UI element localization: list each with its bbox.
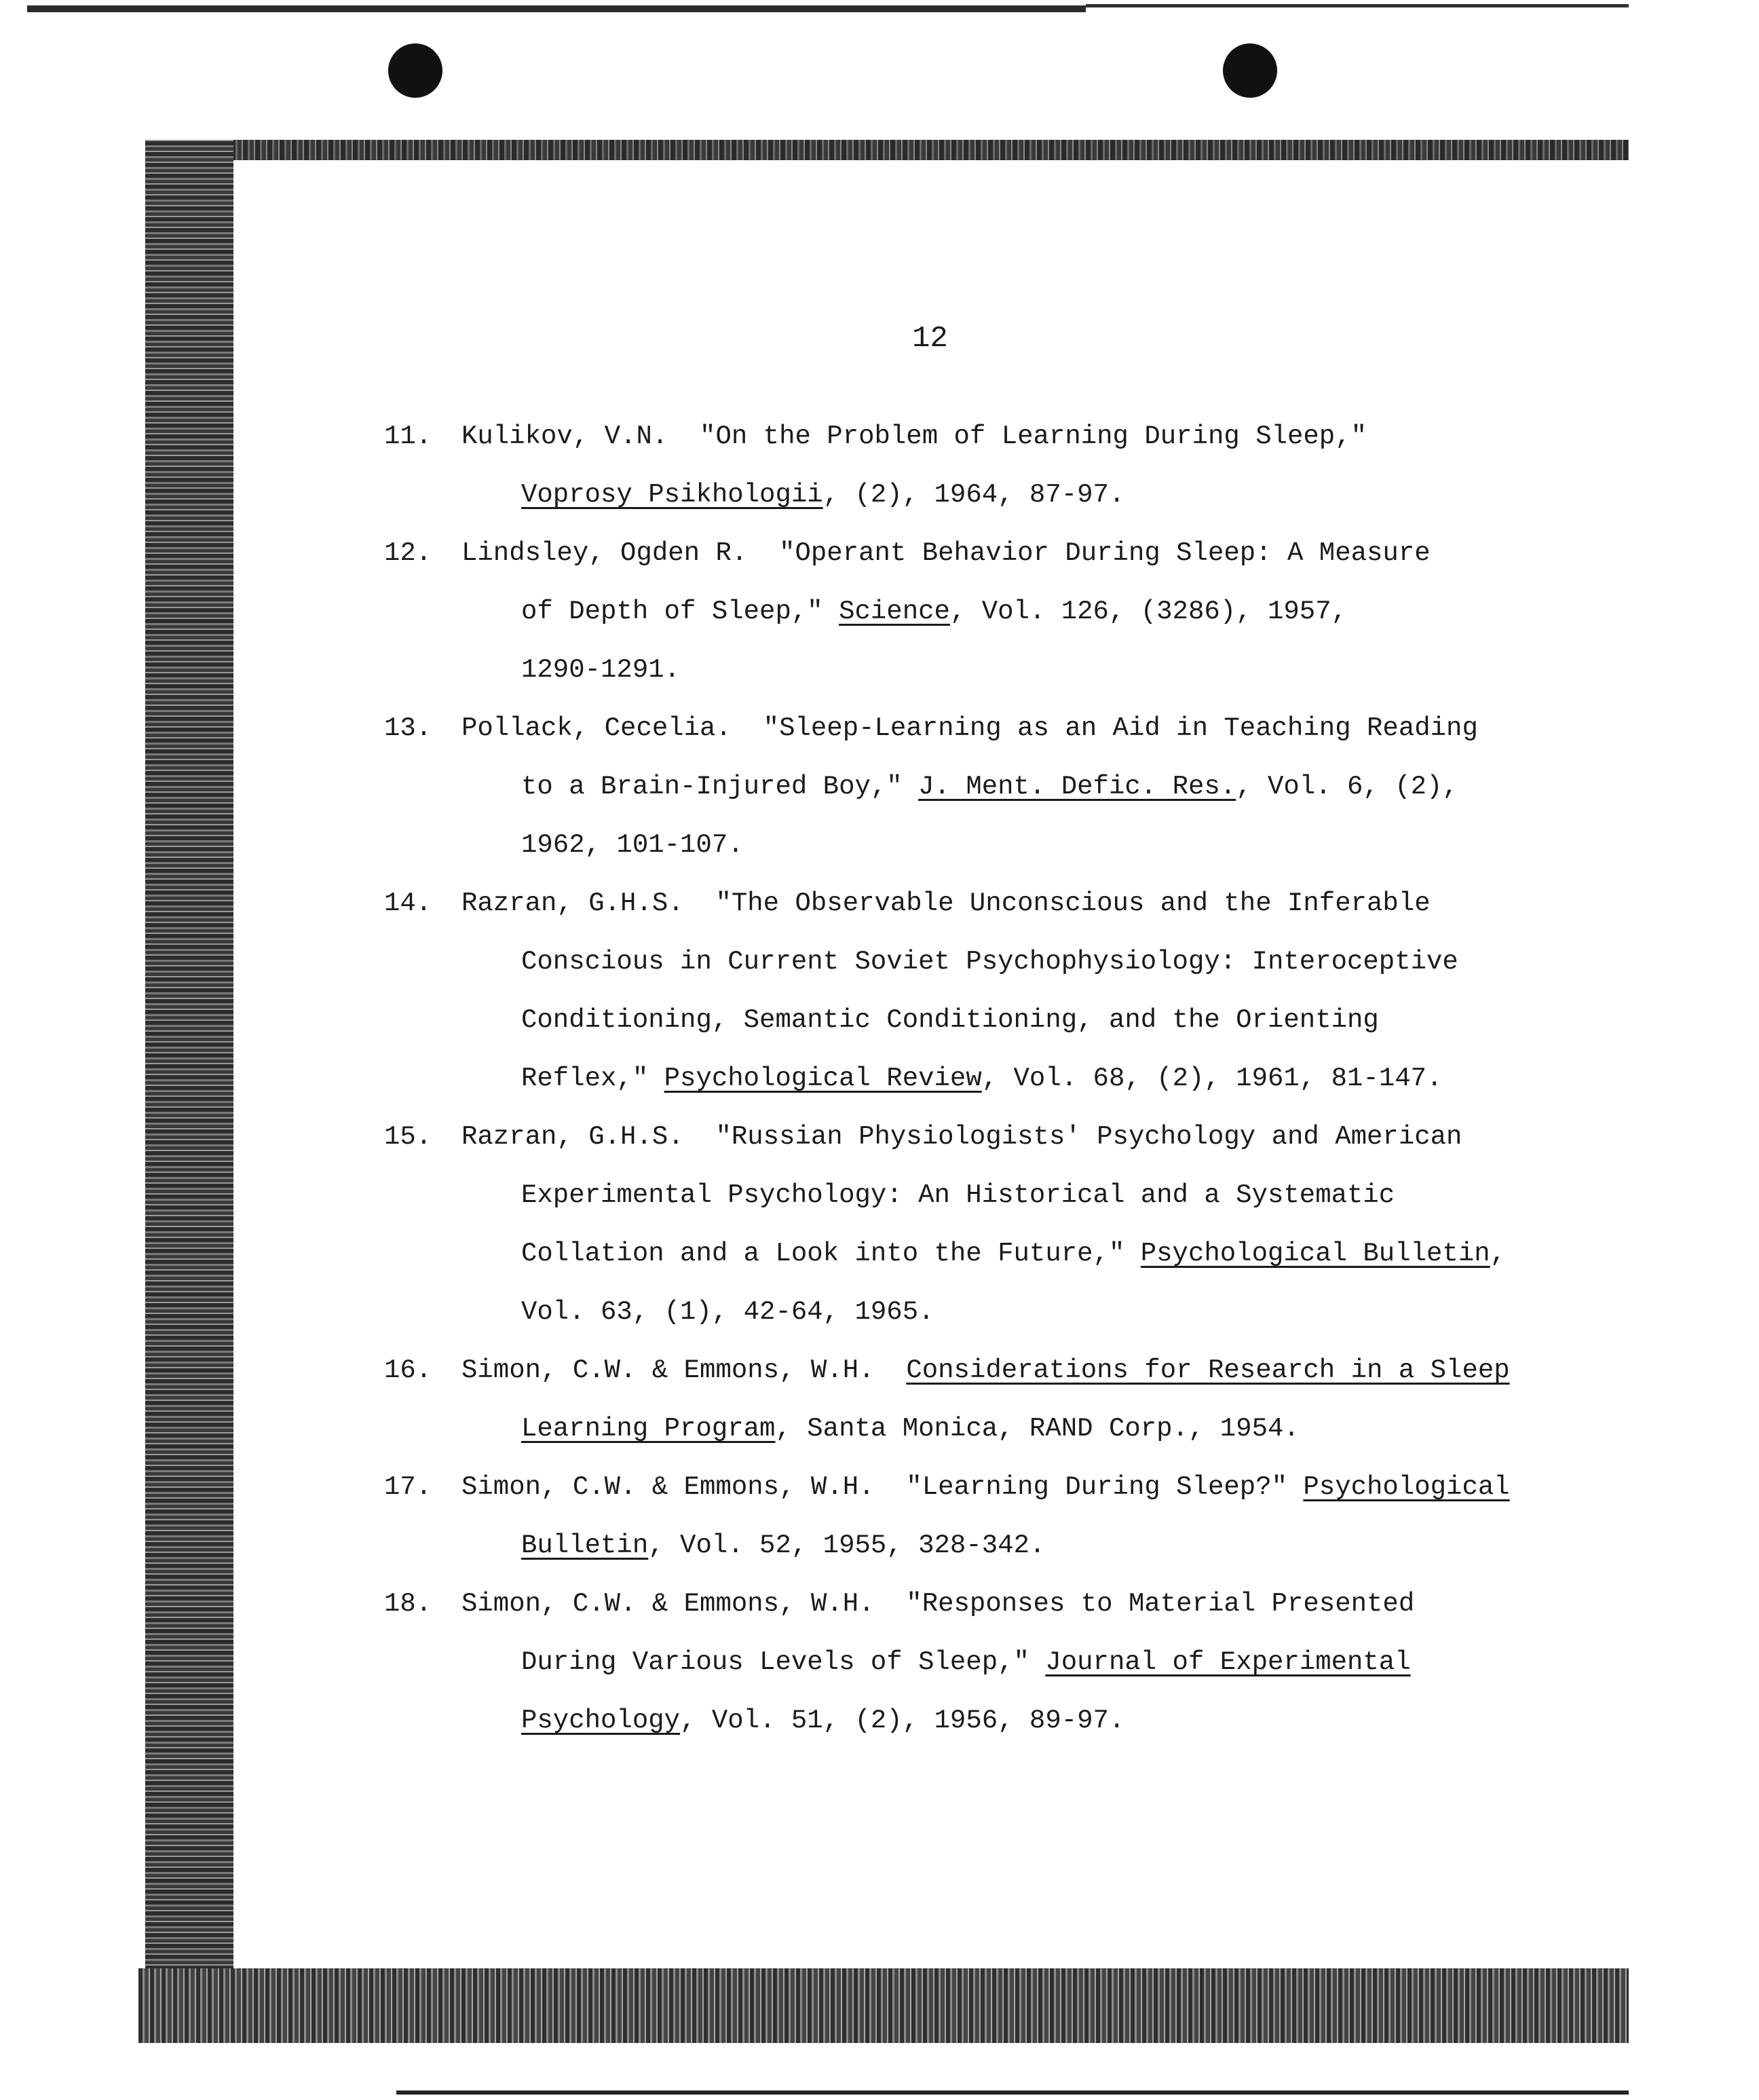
underlined-title: Psychological xyxy=(1303,1472,1510,1502)
reference-text: Lindsley, Ogden R. "Operant Behavior During Sleep: A Measure xyxy=(461,538,1431,568)
reference-line xyxy=(384,1516,1497,1575)
reference-number: 18. xyxy=(384,1589,432,1619)
reference-entry xyxy=(384,699,1497,874)
underlined-title: Bulletin xyxy=(521,1531,649,1560)
reference-number: 17. xyxy=(384,1472,432,1502)
reference-line xyxy=(384,991,1497,1049)
reference-line xyxy=(384,1633,1497,1691)
reference-text: of Depth of Sleep," xyxy=(521,597,839,626)
reference-text: Razran, G.H.S. "Russian Physiologists' Psychology and American xyxy=(461,1122,1462,1152)
reference-number: 14. xyxy=(384,888,432,918)
reference-text: Reflex," xyxy=(521,1064,664,1093)
reference-line xyxy=(384,582,1497,641)
reference-entry xyxy=(384,407,1497,524)
scan-frame-left xyxy=(145,140,233,2040)
reference-line xyxy=(384,1575,1497,1633)
underlined-title: Psychological Bulletin xyxy=(1140,1239,1490,1269)
punch-hole-left xyxy=(388,43,442,98)
reference-text: Experimental Psychology: An Historical and a Systematic xyxy=(521,1180,1395,1210)
scan-edge-top xyxy=(27,5,1086,12)
reference-text: , Vol. 68, (2), 1961, 81-147. xyxy=(981,1064,1443,1093)
reference-text: , Vol. 52, 1955, 328-342. xyxy=(648,1531,1046,1560)
reference-number: 15. xyxy=(384,1122,432,1152)
reference-line xyxy=(384,1458,1510,1516)
reference-text: During Various Levels of Sleep," xyxy=(521,1647,1046,1677)
reference-text: 1962, 101-107. xyxy=(521,830,744,860)
reference-text: Simon, C.W. & Emmons, W.H. "Learning During Sleep?" xyxy=(461,1472,1304,1502)
underlined-title: Science xyxy=(839,597,950,626)
reference-entry xyxy=(384,874,1497,1108)
reference-line xyxy=(384,1283,1497,1341)
scan-frame-top xyxy=(145,140,1629,160)
reference-line xyxy=(384,524,1497,582)
underlined-title: Psychology xyxy=(521,1706,681,1736)
underlined-title: Voprosy Psikhologii xyxy=(521,480,823,510)
reference-entry xyxy=(384,1575,1497,1750)
reference-text: , (2), 1964, 87-97. xyxy=(822,480,1125,510)
scan-edge-bottom xyxy=(396,2090,1629,2095)
underlined-title: J. Ment. Defic. Res. xyxy=(918,772,1236,802)
scan-edge-top-right xyxy=(1086,4,1629,7)
reference-entry xyxy=(384,1341,1510,1458)
underlined-title: Learning Program xyxy=(521,1414,776,1444)
reference-line xyxy=(384,1049,1497,1108)
underlined-title: Considerations for Research in a Sleep xyxy=(906,1355,1510,1385)
reference-text: , Vol. 6, (2), xyxy=(1236,772,1458,802)
reference-text: , Santa Monica, RAND Corp., 1954. xyxy=(775,1414,1300,1444)
reference-line xyxy=(384,757,1497,816)
reference-line xyxy=(384,1108,1497,1166)
underlined-title: Journal of Experimental xyxy=(1045,1647,1411,1677)
reference-list xyxy=(384,407,1510,1750)
reference-entry xyxy=(384,1108,1507,1341)
reference-line xyxy=(384,816,1497,874)
reference-line xyxy=(384,1691,1497,1750)
reference-text: , xyxy=(1490,1239,1507,1269)
reference-line xyxy=(384,933,1497,991)
reference-line xyxy=(384,1224,1507,1283)
reference-entry xyxy=(384,1458,1510,1575)
underlined-title: Psychological Review xyxy=(664,1064,982,1093)
reference-number: 11. xyxy=(384,421,432,451)
reference-line xyxy=(384,699,1497,757)
scan-frame-bottom xyxy=(138,1968,1629,2043)
reference-line xyxy=(384,1341,1510,1400)
reference-text: , Vol. 126, (3286), 1957, xyxy=(949,597,1348,626)
page-number: 12 xyxy=(912,322,948,356)
reference-text: Razran, G.H.S. "The Observable Unconscious and the Inferable xyxy=(461,888,1431,918)
reference-line xyxy=(384,641,1497,699)
reference-line xyxy=(384,1166,1497,1224)
reference-text: to a Brain-Injured Boy," xyxy=(521,772,919,802)
reference-number: 13. xyxy=(384,713,432,743)
reference-text: Conscious in Current Soviet Psychophysiology: Interoceptive xyxy=(521,947,1458,977)
reference-text: 1290-1291. xyxy=(521,655,681,685)
reference-text: Vol. 63, (1), 42-64, 1965. xyxy=(521,1297,934,1327)
punch-hole-right xyxy=(1223,43,1277,98)
reference-line xyxy=(384,407,1497,466)
reference-text: Simon, C.W. & Emmons, W.H. xyxy=(461,1355,907,1385)
reference-text: Pollack, Cecelia. "Sleep-Learning as an Aid in Teaching Reading xyxy=(461,713,1478,743)
reference-text: Conditioning, Semantic Conditioning, and the Orienting xyxy=(521,1005,1379,1035)
reference-text: Collation and a Look into the Future," xyxy=(521,1239,1141,1269)
reference-text: , Vol. 51, (2), 1956, 89-97. xyxy=(680,1706,1125,1736)
reference-text: Kulikov, V.N. "On the Problem of Learning During Sleep," xyxy=(461,421,1367,451)
reference-line xyxy=(384,1400,1497,1458)
reference-line xyxy=(384,466,1497,524)
reference-number: 12. xyxy=(384,538,432,568)
reference-text: Simon, C.W. & Emmons, W.H. "Responses to Material Presented xyxy=(461,1589,1415,1619)
reference-entry xyxy=(384,524,1497,699)
reference-number: 16. xyxy=(384,1355,432,1385)
reference-line xyxy=(384,874,1497,933)
